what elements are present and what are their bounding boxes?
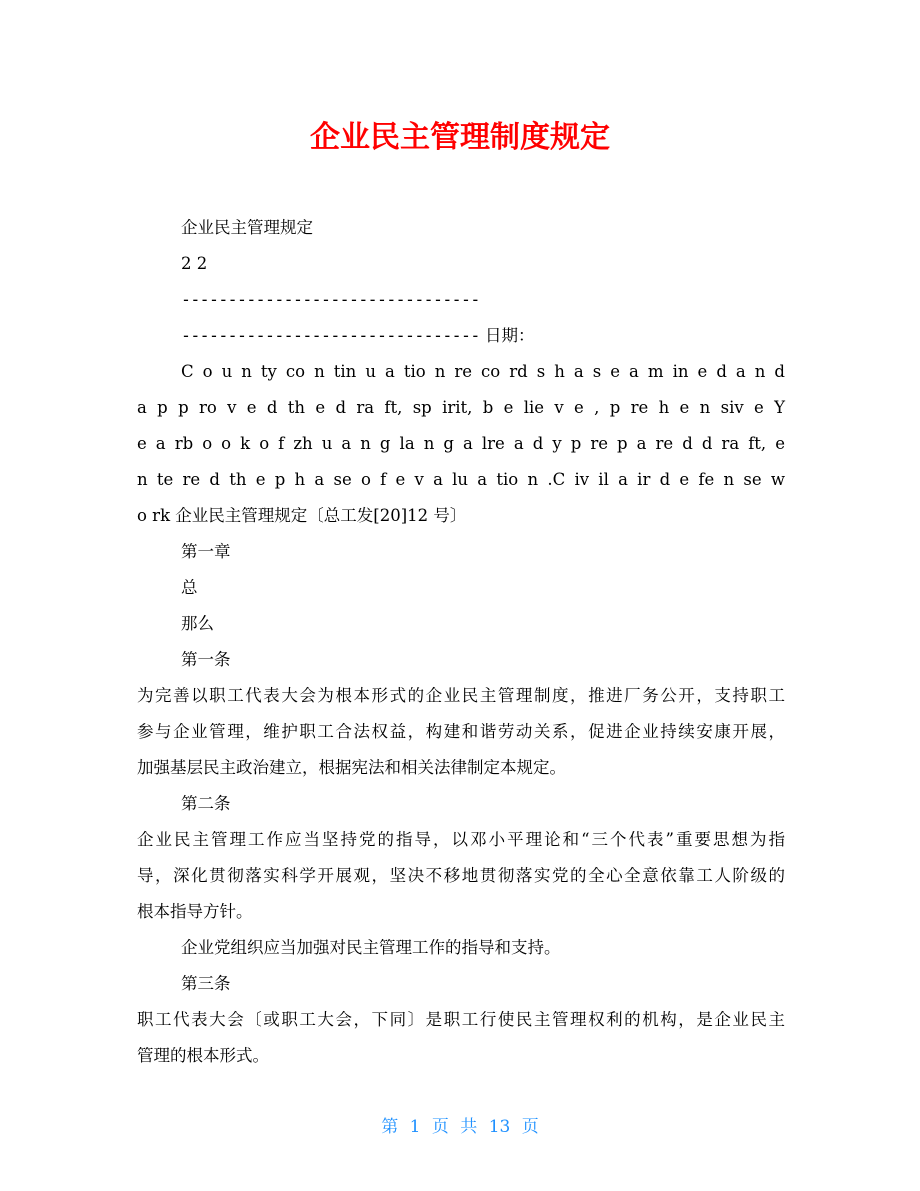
article-2-heading: 第二条 xyxy=(181,794,231,813)
dash-line: -------------------------------- xyxy=(181,326,480,345)
document-title: 企业民主管理制度规定 xyxy=(310,120,610,155)
dash-line: -------------------------------- xyxy=(181,290,480,309)
article-3-text: 管理的根本形式。 xyxy=(137,1046,269,1065)
document-body xyxy=(137,210,785,1074)
english-text-line: C o u n ty co n tin u a tio n re co rd s h a s e a m in e d a n d xyxy=(181,362,785,381)
page-indicator: 第 1 页 共 13 页 xyxy=(381,1117,539,1137)
article-3-text: 职工代表大会〔或职工大会，下同〕是职工行使民主管理权利的机构，是企业民主 xyxy=(137,1010,785,1029)
article-2-text: 导，深化贯彻落实科学开展观，坚决不移地贯彻落实党的全心全意依靠工人阶级的 xyxy=(137,866,785,885)
article-1-text: 参与企业管理，维护职工合法权益，构建和谐劳动关系，促进企业持续安康开展， xyxy=(137,722,785,741)
english-text-line: e a rb o o k o f zh u a n g la n g a lre a d y p re p a re d d ra ft, e xyxy=(137,434,785,453)
english-text-line: o rk 企业民主管理规定〔总工发[20]12 号〕 xyxy=(137,506,467,525)
english-text-line: a p p ro v e d th e d ra ft, sp irit, b e lie v e , p re h e n siv e Y xyxy=(137,398,785,417)
article-1-text: 加强基层民主政治建立，根据宪法和相关法律制定本规定。 xyxy=(137,758,566,777)
date-line xyxy=(137,318,785,354)
date-label: 日期： xyxy=(484,326,535,345)
general-heading-1: 总 xyxy=(181,578,198,597)
article-1-heading: 第一条 xyxy=(181,650,231,669)
article-2-text: 企业民主管理工作应当坚持党的指导，以邓小平理论和“三个代表”重要思想为指 xyxy=(137,830,785,849)
general-heading-2: 那么 xyxy=(181,614,214,633)
article-2-text: 根本指导方针。 xyxy=(137,902,253,921)
chapter-heading: 第一章 xyxy=(181,542,231,561)
subtitle: 企业民主管理规定 xyxy=(181,218,313,237)
article-3-heading: 第三条 xyxy=(181,974,231,993)
article-2-paragraph-2: 企业党组织应当加强对民主管理工作的指导和支持。 xyxy=(181,938,561,957)
article-1-text: 为完善以职工代表大会为根本形式的企业民主管理制度，推进厂务公开，支持职工 xyxy=(137,686,785,705)
number-line: 2 2 xyxy=(181,254,208,273)
english-text-line: n te re d th e p h a se o f e v a lu a tio n .C iv il a ir d e fe n se w xyxy=(137,470,785,489)
